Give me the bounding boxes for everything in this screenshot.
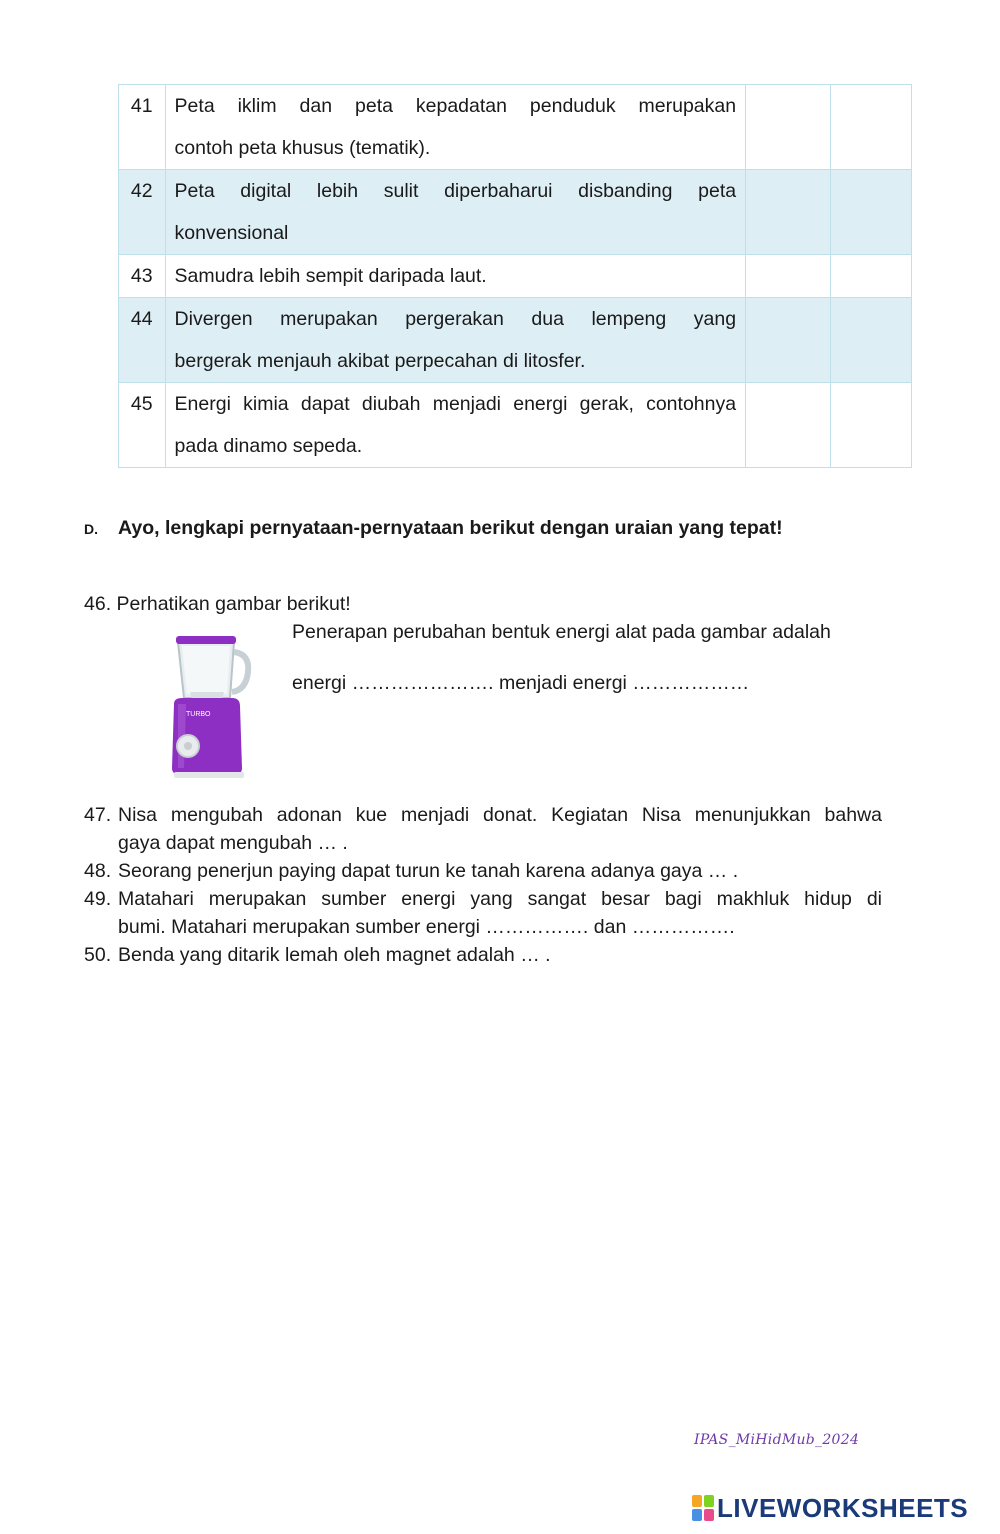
row-number: 44: [119, 298, 166, 383]
section-letter: D.: [84, 521, 98, 537]
table-row: [119, 383, 912, 468]
question-text: [118, 885, 882, 941]
statement-cell: [165, 170, 746, 255]
table-row: [119, 85, 912, 170]
brand-name: LIVEWORKSHEETS: [717, 1492, 969, 1523]
question-line: bumi. Matahari merupakan sumber energi ……………. dan …………….: [118, 916, 735, 938]
answer-cell-true[interactable]: [746, 298, 831, 383]
statement-cell: [165, 383, 746, 468]
statement-line: Peta iklim dan peta kepadatan penduduk merupakan: [174, 95, 737, 117]
question-line: Matahari merupakan sumber energi yang sangat besar bagi makhluk hidup di: [118, 888, 882, 910]
liveworksheets-brand[interactable]: [692, 1490, 968, 1526]
answer-cell-false[interactable]: [831, 255, 912, 298]
question-line: gaya dapat mengubah … .: [118, 832, 348, 854]
question-text: [118, 941, 882, 969]
answer-cell-false[interactable]: [831, 383, 912, 468]
question-number: 50.: [84, 944, 112, 966]
statement-line: bergerak menjauh akibat perpecahan di litosfer.: [174, 350, 586, 372]
statement-line: Energi kimia dapat diubah menjadi energi gerak, contohnya: [174, 393, 737, 415]
author-credit: IPAS_MiHidMub_2024: [694, 1432, 860, 1448]
question-number: 49.: [84, 888, 112, 910]
liveworksheets-logo-icon: [692, 1495, 714, 1521]
question-text: [118, 801, 882, 857]
statement-line: Peta digital lebih sulit diperbaharui disbanding peta: [174, 180, 737, 202]
section-title: Ayo, lengkapi pernyataan-pernyataan berikut dengan uraian yang tepat!: [118, 517, 783, 539]
answer-cell-false[interactable]: [831, 170, 912, 255]
question-text: [118, 857, 882, 885]
row-number: 41: [119, 85, 166, 170]
blender-brand-label: TURBO: [186, 711, 211, 718]
question-number: 47.: [84, 804, 112, 826]
question-line: Nisa mengubah adonan kue menjadi donat. Kegiatan Nisa menunjukkan bahwa: [118, 804, 882, 826]
answer-cell-false[interactable]: [831, 85, 912, 170]
table-row: [119, 255, 912, 298]
row-number: 45: [119, 383, 166, 468]
table-row: [119, 170, 912, 255]
statement-line: konvensional: [174, 222, 289, 244]
answer-cell-true[interactable]: [746, 255, 831, 298]
statement-line: Divergen merupakan pergerakan dua lempeng yang: [174, 308, 737, 330]
statement-line: Samudra lebih sempit daripada laut.: [174, 265, 487, 287]
question-line: Benda yang ditarik lemah oleh magnet adalah … .: [118, 944, 551, 966]
question-46-line: Penerapan perubahan bentuk energi alat pada gambar adalah: [292, 621, 831, 643]
question-46-blank-line: energi …………………. menjadi energi ………………: [292, 672, 750, 694]
answer-cell-true[interactable]: [746, 85, 831, 170]
question-line: Seorang penerjun paying dapat turun ke tanah karena adanya gaya … .: [118, 860, 739, 882]
table-row: [119, 298, 912, 383]
true-false-table: [118, 84, 912, 468]
statement-cell: [165, 298, 746, 383]
question-number: 48.: [84, 860, 112, 882]
row-number: 42: [119, 170, 166, 255]
question-46-intro: 46. Perhatikan gambar berikut!: [84, 593, 351, 615]
statement-cell: [165, 255, 746, 298]
answer-cell-true[interactable]: [746, 383, 831, 468]
row-number: 43: [119, 255, 166, 298]
statement-line: contoh peta khusus (tematik).: [174, 137, 431, 159]
section-d-heading: [84, 517, 914, 540]
blender-image: [160, 628, 260, 780]
answer-cell-false[interactable]: [831, 298, 912, 383]
statement-cell: [165, 85, 746, 170]
answer-cell-true[interactable]: [746, 170, 831, 255]
statement-line: pada dinamo sepeda.: [174, 435, 363, 457]
